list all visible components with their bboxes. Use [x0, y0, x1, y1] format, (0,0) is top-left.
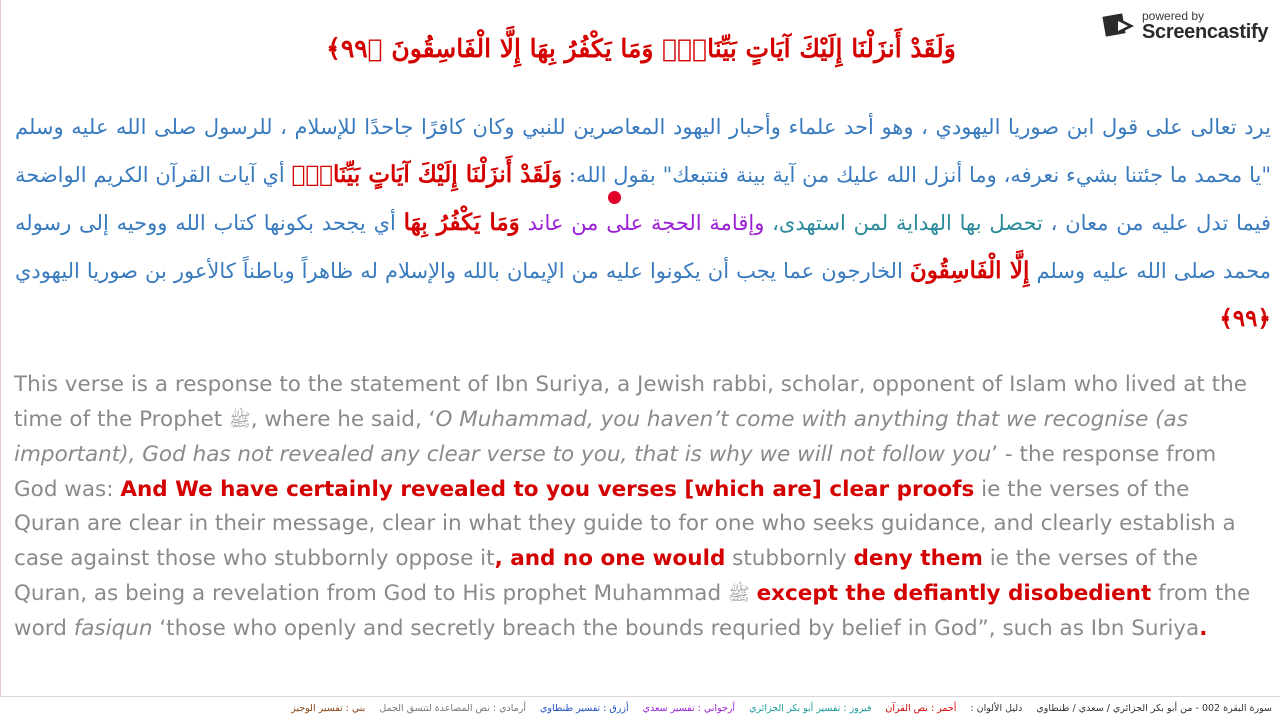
legend-turquoise: فيروز : تفسير أبو بكر الجزائري — [749, 703, 872, 714]
legend-brown: بني : تفسير الوجيز — [291, 703, 366, 714]
english-text-8: from the word — [14, 580, 1251, 642]
arabic-denial-text: أي يجحد بكونها كتاب الله ووحيه إلى رسوله محمد صلى الله عليه وسلم — [15, 211, 1271, 283]
legend-title: سورة البقرة 002 - من أبو بكر الجزائري / سعدي / طنطاوي — [1036, 703, 1272, 714]
english-fasiqun: fasiqun — [73, 616, 153, 642]
arabic-explanation-text: أي آيات القرآن الكريم الواضحة فيما تدل عليه من معان ، — [15, 163, 1272, 235]
arabic-quran-phrase-1: وَلَقَدْ أَنزَلْنَا إِلَيْكَ آيَاتٍ بَيِّنَاتٍۖ — [291, 161, 563, 188]
english-text-3: ’ - the response from God was: — [14, 442, 1217, 502]
laser-pointer-dot — [608, 191, 621, 204]
screencastify-watermark — [1102, 4, 1280, 48]
arabic-intro-text: يرد تعالى على قول ابن صوريا اليهودي ، وهو أحد علماء وأحبار اليهود المعاصرين للنبي وكان كافرًا جاحدًا للإسلام ، للرسول صلى الله عليه وسلم "يا محمد ما جئتنا بشيء نعرفه، وما أنزل الله عليك من آية بينة فنتبعك" بقول الله: — [15, 115, 1271, 187]
legend-red: أحمر : نص القرآن — [885, 703, 957, 714]
arabic-proof-text: وإقامة الحجة على من عاند — [519, 211, 765, 235]
legend-blue: أزرق : تفسير طنطاوي — [539, 703, 629, 714]
legend-ash: أرمادي : نص المصاعدة لتتسق الجمل — [379, 703, 526, 714]
english-quran-phrase-3: deny them — [853, 545, 983, 571]
english-quran-phrase-2: , and no one would — [494, 545, 726, 571]
arabic-verse-number: ﴿٩٩﴾ — [1219, 305, 1271, 332]
screencastify-logo-icon — [1102, 9, 1136, 43]
clipped-edge-glyphs — [1272, 372, 1280, 642]
salawat-glyph-2: ﷺ — [727, 583, 750, 605]
arabic-tafsir-paragraph — [15, 104, 1271, 343]
arabic-conclusion-text: الخارجون عما يجب أن يكونوا عليه من الإيمان بالله والإسلام له ظاهراً وباطناً كالأعور بن صوريا اليهودي — [15, 259, 910, 283]
english-quran-phrase-4: except the defiantly disobedient — [756, 580, 1152, 606]
arabic-guidance-text: تحصل بها الهداية لمن استهدى، — [764, 211, 1043, 235]
english-text-5: stubbornly — [725, 545, 854, 571]
english-quote: O Muhammad, you haven’t come with anything that we recognise (as important), God has not revealed any clear verse to you, that is why we will not follow you — [14, 406, 1188, 468]
watermark-brand: Screencastify — [1142, 21, 1269, 43]
english-text-2: , where he said, ‘ — [250, 406, 436, 432]
english-text-4: ie the verses of the Quran are clear in their message, clear in what they guide to for one who seeks guidance, and clearly establish a case against those who stubbornly oppose it — [14, 476, 1236, 571]
english-text-9: ‘those who openly and secretly breach the bounds requried by belief in God”, such as Ibn Suriya — [152, 616, 1200, 642]
english-quran-phrase-1: And We have certainly revealed to you verses [which are] clear proofs — [120, 476, 975, 502]
ayah-title: وَلَقَدْ أَنزَلْنَا إِلَيْكَ آيَاتٍ بَيِّنَاتٍۖ وَمَا يَكْفُرُ بِهَا إِلَّا الْفَاسِقُونَ ﴿٩٩﴾ — [326, 34, 956, 63]
color-legend-footer — [0, 696, 1280, 720]
arabic-quran-phrase-3: إِلَّا الْفَاسِقُونَ — [909, 257, 1030, 284]
watermark-powered-by: powered by — [1142, 9, 1205, 23]
english-text-7 — [750, 581, 757, 606]
legend-purple: أرجواني : تفسير سعدي — [642, 703, 736, 714]
english-text-6: ie the verses of the Quran, as being a revelation from God to His prophet Muhammad — [14, 545, 1198, 606]
english-text-1: This verse is a response to the statement of Ibn Suriya, a Jewish rabbi, scholar, opponent of Islam who lived at the time of the Prophet — [14, 372, 1247, 432]
arabic-quran-phrase-2: وَمَا يَكْفُرُ بِهَا — [403, 209, 520, 236]
english-final-period: . — [1199, 616, 1208, 642]
english-tafsir-paragraph — [14, 368, 1254, 647]
salawat-glyph-1: ﷺ — [228, 409, 251, 431]
legend-key: دليل الألوان : — [970, 703, 1023, 714]
watermark-text — [1142, 10, 1268, 42]
